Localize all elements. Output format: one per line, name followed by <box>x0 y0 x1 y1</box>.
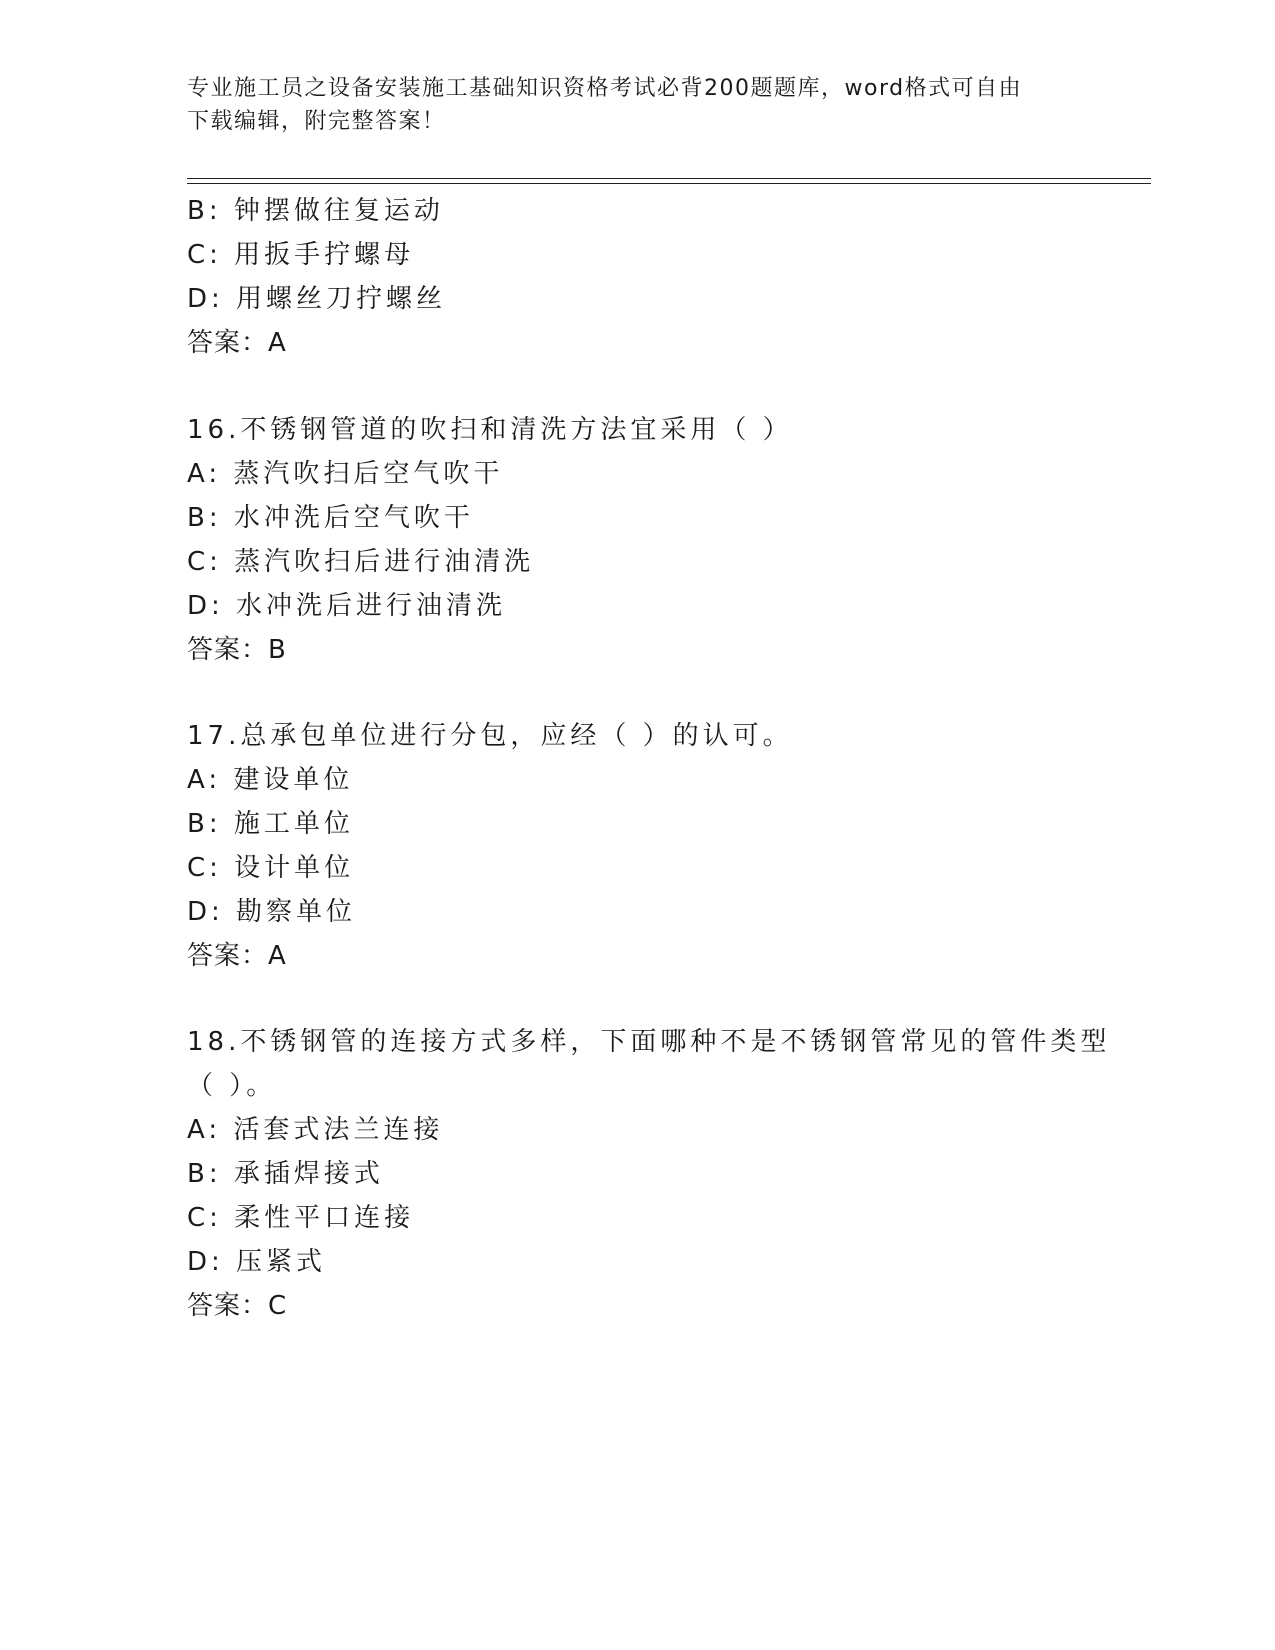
q15-option-c: C: 用扳手拧螺母 <box>187 240 415 270</box>
q16-answer: 答案：B <box>187 635 287 665</box>
q16-option-c: C: 蒸汽吹扫后进行油清洗 <box>187 547 535 577</box>
header-line-1: 专业施工员之设备安装施工基础知识资格考试必背200题题库，word格式可自由 <box>187 76 1023 101</box>
q16-option-d: D: 水冲洗后进行油清洗 <box>187 591 507 621</box>
q18-answer: 答案：C <box>187 1291 288 1321</box>
header-divider-bottom <box>187 183 1151 184</box>
q15-option-d: D: 用螺丝刀拧螺丝 <box>187 284 447 314</box>
header-divider-top <box>187 178 1151 179</box>
q16-option-a: A: 蒸汽吹扫后空气吹干 <box>187 459 504 489</box>
q17-option-a: A: 建设单位 <box>187 765 354 795</box>
document-header <box>187 72 1067 138</box>
q16-option-b: B: 水冲洗后空气吹干 <box>187 503 474 533</box>
q18-option-d: D: 压紧式 <box>187 1247 327 1277</box>
q17-option-c: C: 设计单位 <box>187 853 355 883</box>
q15-option-b: B: 钟摆做往复运动 <box>187 196 444 226</box>
q18-option-a: A: 活套式法兰连接 <box>187 1115 444 1145</box>
header-line-2: 下载编辑，附完整答案！ <box>187 109 446 134</box>
q18-question-line-2: （ ）。 <box>187 1071 277 1101</box>
q15-answer: 答案：A <box>187 328 287 358</box>
q17-question: 17.总承包单位进行分包，应经（ ）的认可。 <box>187 721 793 751</box>
q16-question: 16.不锈钢管道的吹扫和清洗方法宜采用（ ） <box>187 415 793 445</box>
q17-option-b: B: 施工单位 <box>187 809 354 839</box>
q18-option-b: B: 承插焊接式 <box>187 1159 384 1189</box>
q17-option-d: D: 勘察单位 <box>187 897 357 927</box>
q18-option-c: C: 柔性平口连接 <box>187 1203 415 1233</box>
q18-question-line-1: 18.不锈钢管的连接方式多样，下面哪种不是不锈钢管常见的管件类型 <box>187 1027 1111 1057</box>
q17-answer: 答案：A <box>187 941 287 971</box>
